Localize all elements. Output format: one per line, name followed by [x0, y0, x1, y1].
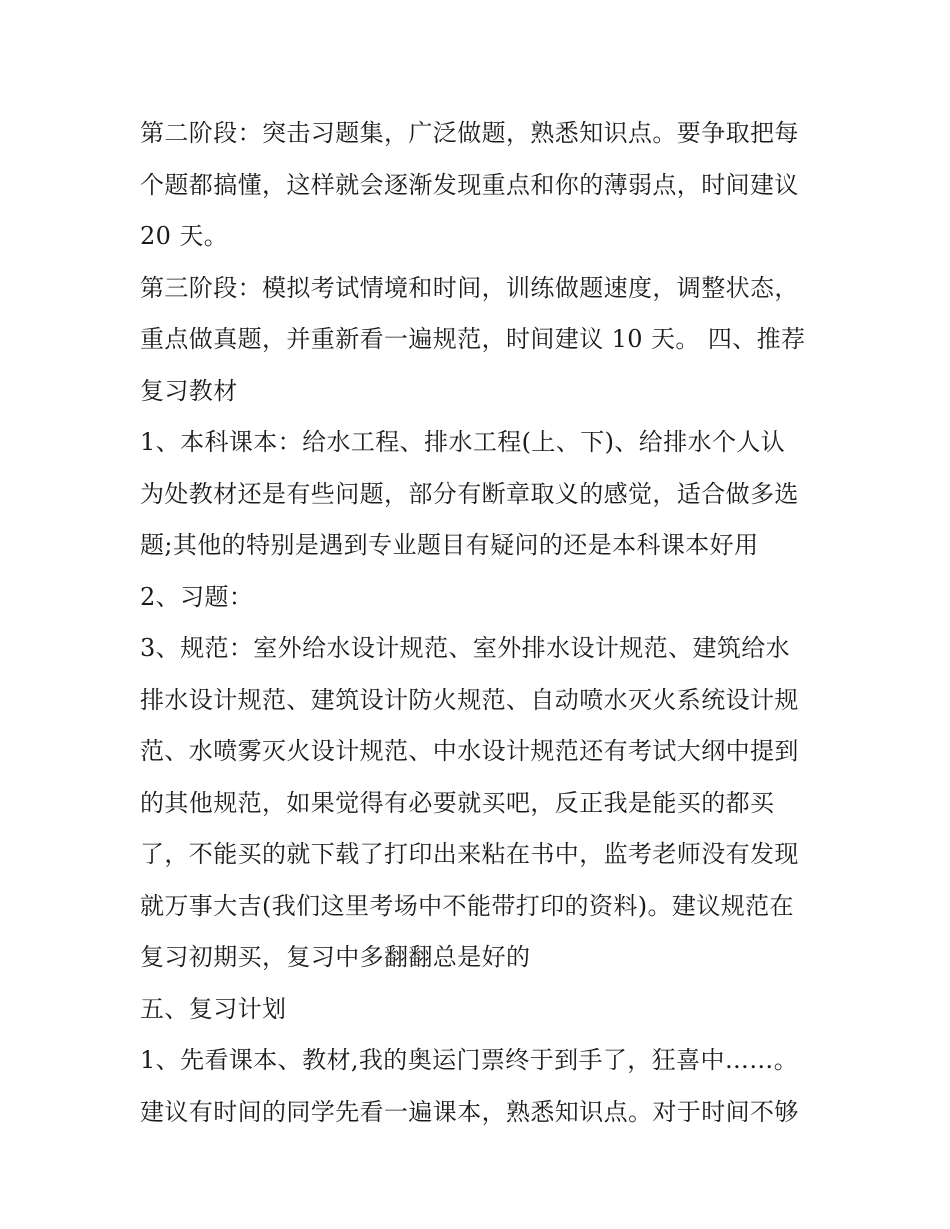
- text-line: 了，不能买的就下载了打印出来粘在书中，监考老师没有发现: [140, 840, 799, 868]
- text-line: 的其他规范，如果觉得有必要就买吧，反正我是能买的都买: [140, 788, 775, 817]
- section-heading: 复习教材: [140, 376, 238, 405]
- text-line: 排水设计规范、建筑设计防火规范、自动喷水灭火系统设计规: [140, 685, 799, 714]
- text-line: 范、水喷雾灭火设计规范、中水设计规范还有考试大纲中提到: [140, 737, 799, 765]
- text-line: 20 天。: [140, 222, 229, 250]
- text-line: 3、规范：室外给水设计规范、室外排水设计规范、建筑给水: [140, 634, 791, 662]
- text-line: 1、先看课本、教材,我的奥运门票终于到手了，狂喜中……。: [140, 1046, 799, 1074]
- text-line: 重点做真题，并重新看一遍规范，时间建议 10 天。 四、推荐: [140, 325, 806, 353]
- list-item: 2、习题：: [140, 582, 254, 611]
- document-body: [140, 108, 820, 1138]
- text-line: 就万事大吉(我们这里考场中不能带打印的资料)。建议规范在: [140, 891, 794, 920]
- text-line: 第三阶段：模拟考试情境和时间，训练做题速度，调整状态，: [140, 273, 799, 302]
- text-line: 为处教材还是有些问题，部分有断章取义的感觉，适合做多选: [140, 479, 799, 508]
- text-line: 个题都搞懂，这样就会逐渐发现重点和你的薄弱点，时间建议: [140, 170, 799, 199]
- text-line: 题;其他的特别是遇到专业题目有疑问的还是本科课本好用: [140, 531, 759, 559]
- text-line: 1、本科课本：给水工程、排水工程(上、下)、给排水个人认: [140, 428, 786, 456]
- text-line: 建议有时间的同学先看一遍课本，熟悉知识点。对于时间不够: [140, 1097, 799, 1126]
- section-heading: 五、复习计划: [140, 994, 287, 1023]
- text-line: 第二阶段：突击习题集，广泛做题，熟悉知识点。要争取把每: [140, 119, 799, 147]
- text-line: 复习初期买，复习中多翻翻总是好的: [140, 943, 531, 971]
